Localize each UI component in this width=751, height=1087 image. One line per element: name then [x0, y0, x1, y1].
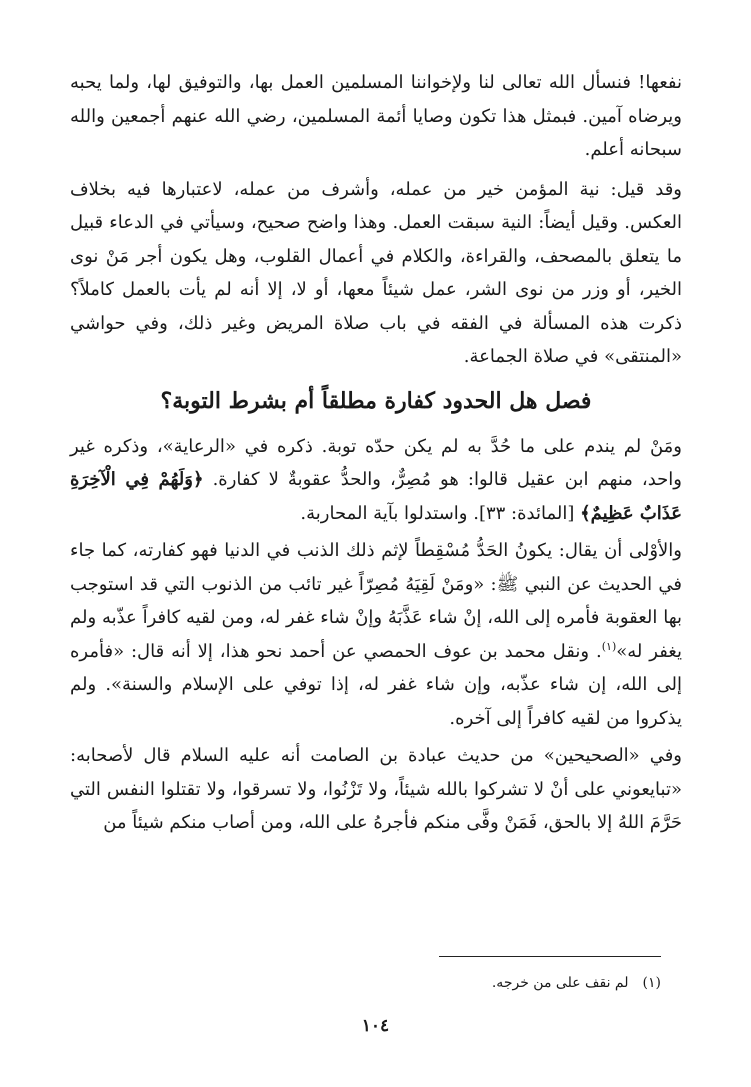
footnote-number: (١) [642, 975, 661, 991]
hadith-quote: والأوْلى أن يقال: يكونُ الحَدُّ مُسْقِطاً لإثم ذلك الذنب في الدنيا فهو كفارته، كما جاء في الحديث عن النبي ﷺ: «ومَنْ لَقِيَهُ مُصِرّاً غير تائب من الذنوب التي قد استوجب بها العقوبة فأمره إلى الله، إنْ شاء عَذَّبَهُ وإنْ شاء غفر له، ومن لقيه كافراً عذّبه ولم يغفر له» [70, 540, 682, 662]
page-body [70, 66, 682, 840]
paragraph-repentance [70, 430, 682, 531]
paragraph-expiation [70, 534, 682, 735]
footnote-divider [439, 956, 661, 957]
paragraph-repentance-text: ومَنْ لم يندم على ما حُدَّ به لم يكن حدّه توبة. ذكره في «الرعاية»، وذكره غير واحد، منهم ابن عقيل قالوا: هو مُصِرٌّ، والحدُّ عقوبةٌ لا كفارة. [70, 435, 682, 490]
paragraph-expiation-tail: . ونقل محمد بن عوف الحمصي عن أحمد نحو هذا، إلا أنه قال: «فأمره إلى الله، إن شاء عذّبه، وإن شاء غفر له، إذا توفي على الإسلام والسنة». ولم يذكروا من لقيه كافراً إلى آخره. [70, 640, 682, 729]
footnote-ref: (١) [601, 639, 617, 653]
paragraph-sahihayn: وفي «الصحيحين» من حديث عبادة بن الصامت أنه عليه السلام قال لأصحابه: «تبايعوني على أنْ لا تشركوا بالله شيئاً، ولا تَزْنُوا، ولا تسرقوا، ولا تقتلوا النفس التي حَرَّمَ اللهُ إلا بالحق، فَمَنْ وفَّى منكم فأجرهُ على الله، ومن أصاب منكم شيئاً من [70, 745, 682, 833]
paragraph-continuation: نفعها! فنسأل الله تعالى لنا ولإخواننا المسلمين العمل بها، والتوفيق لها، ولما يحبه ويرضاه آمين. فبمثل هذا تكون وصايا أئمة المسلمين، رضي الله عنهم أجمعين والله سبحانه أعلم. [70, 72, 682, 160]
footnote-text: لم نقف على من خرجه. [491, 975, 629, 991]
paragraph-intention: وقد قيل: نية المؤمن خير من عمله، وأشرف من عمله، لاعتبارها فيه بخلاف العكس. وقيل أيضاً: النية سبقت العمل. وهذا واضح صحيح، وسيأتي في الدعاء قبيل ما يتعلق بالمصحف، والقراءة، والكلام في أعمال القلوب، وهل يكون أجر مَنْ نوى الخير، أو وزر من نوى الشر، عمل شيئاً معها، أو لا، إلا أنه لم يأت بالعمل كاملاً؟ ذكرت هذه المسألة في الفقه في باب صلاة المريض وغير ذلك، وفي حواشي «المنتقى» في صلاة الجماعة. [70, 178, 682, 367]
verse-reference: [المائدة: ٣٣]. واستدلوا بآية المحاربة. [300, 502, 575, 524]
quran-verse: ﴿وَلَهُمْ فِي الْآخِرَةِ عَذَابٌ عَظِيمٌ﴾ [70, 469, 682, 524]
section-heading: فصل هل الحدود كفارة مطلقاً أم بشرط التوبة؟ [160, 387, 592, 414]
page-number: ١٠٤ [361, 1016, 390, 1036]
footnote [69, 972, 661, 994]
